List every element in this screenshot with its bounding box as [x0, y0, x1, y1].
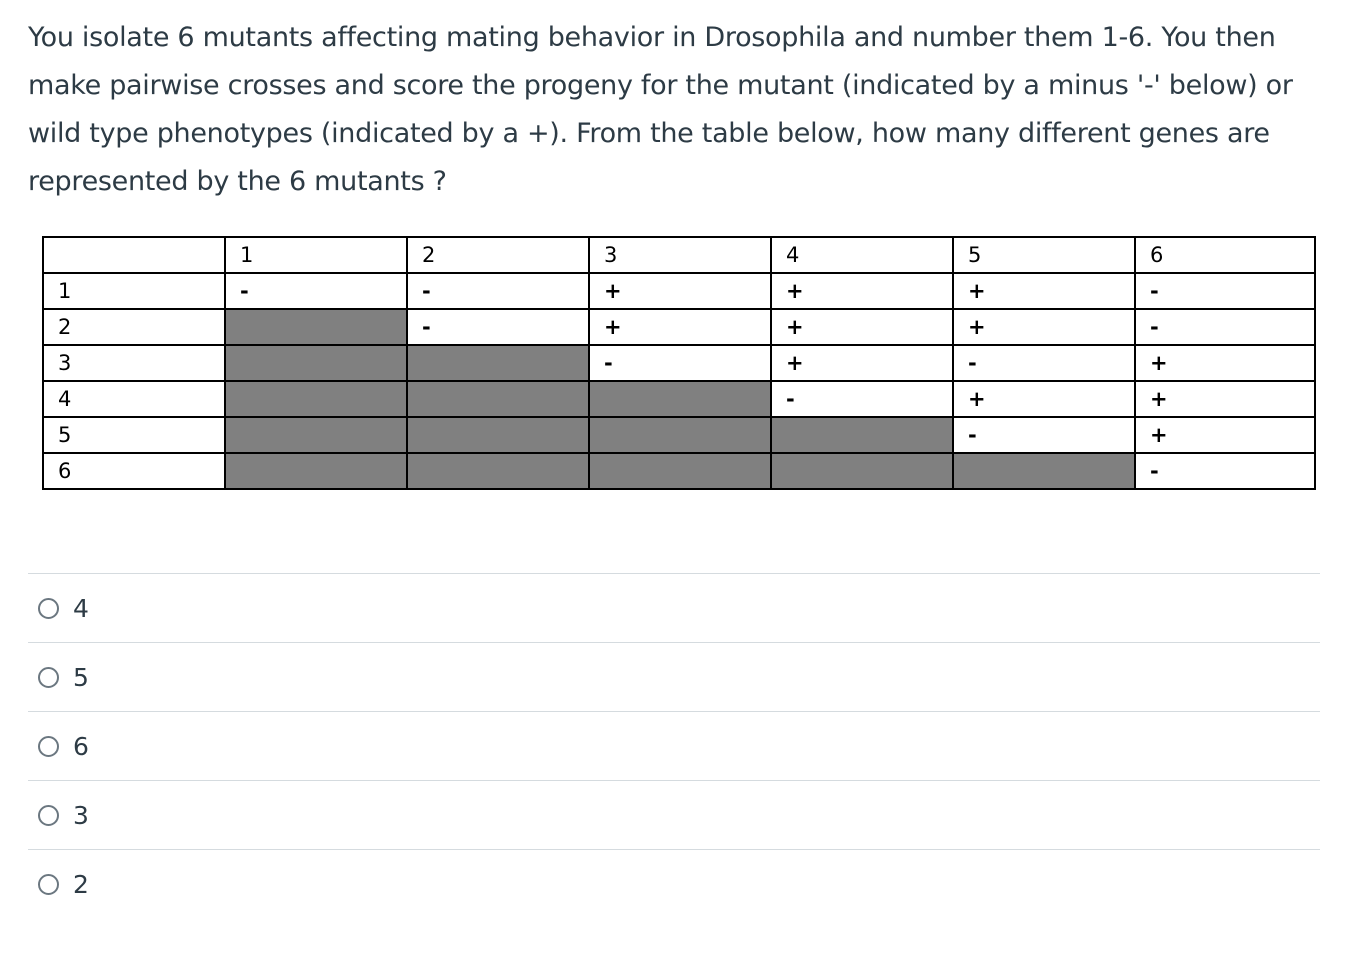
- answer-label: 6: [73, 731, 89, 761]
- column-header: 3: [589, 237, 771, 273]
- radio-button[interactable]: [38, 805, 59, 826]
- shaded-cell: [407, 381, 589, 417]
- table-cell: +: [771, 345, 953, 381]
- table-cell: -: [407, 309, 589, 345]
- table-header-row: [43, 237, 1315, 273]
- answer-option[interactable]: [28, 711, 1320, 780]
- shaded-cell: [589, 381, 771, 417]
- row-header: 5: [43, 417, 225, 453]
- row-header: 2: [43, 309, 225, 345]
- answer-options: [28, 573, 1320, 918]
- table-cell: +: [771, 309, 953, 345]
- answer-label: 5: [73, 662, 89, 692]
- shaded-cell: [407, 417, 589, 453]
- column-header: 5: [953, 237, 1135, 273]
- column-header: 2: [407, 237, 589, 273]
- shaded-cell: [771, 417, 953, 453]
- table-cell: +: [1135, 417, 1315, 453]
- table-cell: +: [1135, 345, 1315, 381]
- shaded-cell: [225, 309, 407, 345]
- shaded-cell: [953, 453, 1135, 489]
- shaded-cell: [407, 453, 589, 489]
- radio-button[interactable]: [38, 667, 59, 688]
- row-header: 6: [43, 453, 225, 489]
- table-row: [43, 309, 1315, 345]
- table-cell: -: [589, 345, 771, 381]
- shaded-cell: [225, 417, 407, 453]
- answer-label: 3: [73, 800, 89, 830]
- column-header: 6: [1135, 237, 1315, 273]
- table-row: [43, 273, 1315, 309]
- table-cell: +: [771, 273, 953, 309]
- radio-button[interactable]: [38, 736, 59, 757]
- table-cell: +: [953, 309, 1135, 345]
- table-row: [43, 417, 1315, 453]
- question-text: You isolate 6 mutants affecting mating behavior in Drosophila and number them 1-6. You then make pairwise crosses and score the progeny for the mutant (indicated by a minus '-' below) or wild type phenotypes (indicated by a +). From the table below, how many different genes are represented by the 6 mutants ?: [28, 22, 1293, 197]
- column-header: 1: [225, 237, 407, 273]
- radio-button[interactable]: [38, 598, 59, 619]
- table-row: [43, 345, 1315, 381]
- table-cell: -: [1135, 309, 1315, 345]
- answer-option[interactable]: [28, 780, 1320, 849]
- table-cell: +: [1135, 381, 1315, 417]
- answer-label: 2: [73, 869, 89, 899]
- row-header: 1: [43, 273, 225, 309]
- radio-button[interactable]: [38, 874, 59, 895]
- row-header: 3: [43, 345, 225, 381]
- row-header: 4: [43, 381, 225, 417]
- column-header: 4: [771, 237, 953, 273]
- table-row: [43, 381, 1315, 417]
- answer-option[interactable]: [28, 849, 1320, 918]
- table-cell: +: [953, 273, 1135, 309]
- table-row: [43, 453, 1315, 489]
- table-cell: -: [953, 345, 1135, 381]
- table-cell: +: [589, 273, 771, 309]
- answer-option[interactable]: [28, 642, 1320, 711]
- table-cell: -: [407, 273, 589, 309]
- shaded-cell: [407, 345, 589, 381]
- shaded-cell: [225, 453, 407, 489]
- cross-results-table: [42, 236, 1316, 490]
- shaded-cell: [225, 345, 407, 381]
- answer-label: 4: [73, 593, 89, 623]
- table-cell: -: [1135, 273, 1315, 309]
- shaded-cell: [225, 381, 407, 417]
- shaded-cell: [589, 453, 771, 489]
- table-cell: +: [953, 381, 1135, 417]
- table-cell: +: [589, 309, 771, 345]
- table-cell: -: [1135, 453, 1315, 489]
- table-cell: -: [225, 273, 407, 309]
- column-header-empty: [43, 237, 225, 273]
- shaded-cell: [589, 417, 771, 453]
- table-cell: -: [953, 417, 1135, 453]
- answer-option[interactable]: [28, 573, 1320, 642]
- shaded-cell: [771, 453, 953, 489]
- table-cell: -: [771, 381, 953, 417]
